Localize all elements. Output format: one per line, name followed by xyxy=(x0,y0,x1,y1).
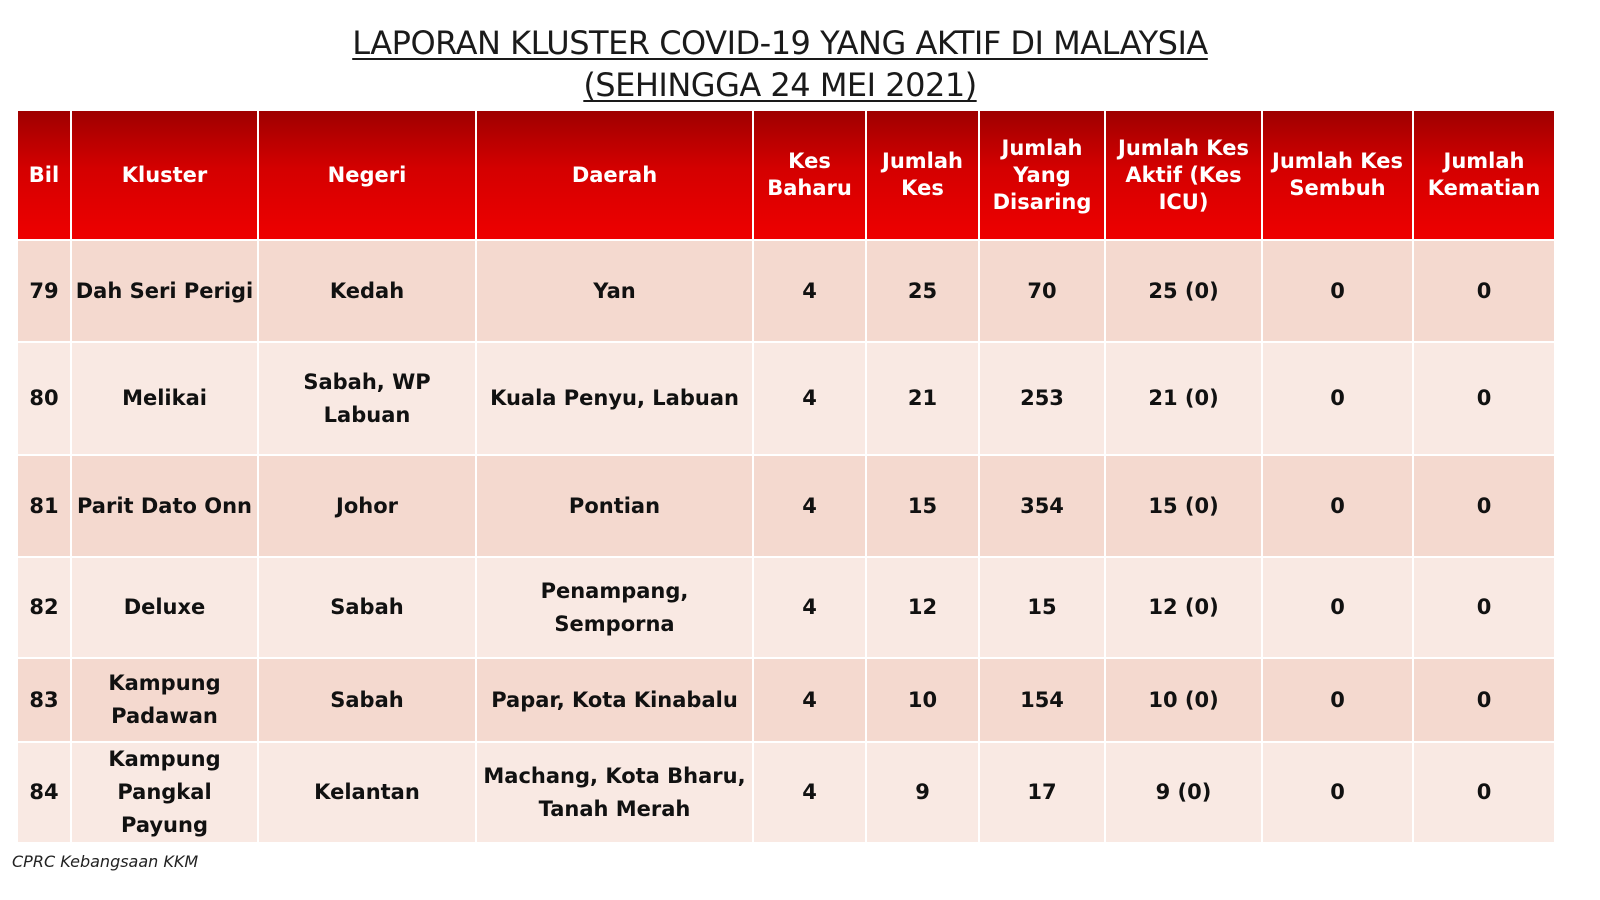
cell-kes-sembuh: 0 xyxy=(1263,558,1412,657)
header-row xyxy=(18,111,1554,239)
cell-kes-baharu: 4 xyxy=(754,558,865,657)
table-row xyxy=(18,659,1554,741)
cell-kes-sembuh: 0 xyxy=(1263,743,1412,842)
cell-kematian: 0 xyxy=(1414,743,1554,842)
cell-kematian: 0 xyxy=(1414,456,1554,556)
cell-kluster: Melikai xyxy=(72,343,257,454)
cell-jumlah-disaring: 17 xyxy=(980,743,1104,842)
cell-negeri: Sabah, WP Labuan xyxy=(259,343,475,454)
header-kes-baharu: Kes Baharu xyxy=(754,111,865,239)
cell-negeri: Kedah xyxy=(259,241,475,341)
cell-jumlah-kes: 15 xyxy=(867,456,978,556)
header-kematian: Jumlah Kematian xyxy=(1414,111,1554,239)
header-bil: Bil xyxy=(18,111,70,239)
cell-jumlah-disaring: 15 xyxy=(980,558,1104,657)
cell-kes-sembuh: 0 xyxy=(1263,456,1412,556)
cell-kluster: Kampung Padawan xyxy=(72,659,257,741)
cell-negeri: Sabah xyxy=(259,558,475,657)
header-kluster: Kluster xyxy=(72,111,257,239)
cell-kluster: Deluxe xyxy=(72,558,257,657)
cell-bil: 79 xyxy=(18,241,70,341)
cell-kluster: Parit Dato Onn xyxy=(72,456,257,556)
table-row xyxy=(18,343,1554,454)
cell-kes-sembuh: 0 xyxy=(1263,241,1412,341)
source-footer: CPRC Kebangsaan KKM xyxy=(12,852,199,871)
cell-kes-aktif: 21 (0) xyxy=(1106,343,1261,454)
cell-kematian: 0 xyxy=(1414,343,1554,454)
cell-negeri: Sabah xyxy=(259,659,475,741)
cell-daerah: Pontian xyxy=(477,456,752,556)
cell-kematian: 0 xyxy=(1414,558,1554,657)
cell-kes-baharu: 4 xyxy=(754,456,865,556)
table-row xyxy=(18,558,1554,657)
cell-kluster: Dah Seri Perigi xyxy=(72,241,257,341)
cell-jumlah-disaring: 154 xyxy=(980,659,1104,741)
cell-jumlah-disaring: 253 xyxy=(980,343,1104,454)
report-title xyxy=(0,22,1560,106)
cell-jumlah-kes: 12 xyxy=(867,558,978,657)
cell-bil: 80 xyxy=(18,343,70,454)
header-daerah: Daerah xyxy=(477,111,752,239)
cell-jumlah-kes: 9 xyxy=(867,743,978,842)
cell-kes-baharu: 4 xyxy=(754,241,865,341)
cell-negeri: Johor xyxy=(259,456,475,556)
header-jumlah-disaring: Jumlah Yang Disaring xyxy=(980,111,1104,239)
cell-kes-baharu: 4 xyxy=(754,743,865,842)
cell-jumlah-kes: 21 xyxy=(867,343,978,454)
header-jumlah-kes: Jumlah Kes xyxy=(867,111,978,239)
cell-daerah: Yan xyxy=(477,241,752,341)
table-row xyxy=(18,241,1554,341)
cell-daerah: Penampang, Semporna xyxy=(477,558,752,657)
cell-jumlah-disaring: 354 xyxy=(980,456,1104,556)
cell-bil: 84 xyxy=(18,743,70,842)
cell-jumlah-disaring: 70 xyxy=(980,241,1104,341)
cell-jumlah-kes: 10 xyxy=(867,659,978,741)
cell-kes-aktif: 10 (0) xyxy=(1106,659,1261,741)
table-row xyxy=(18,743,1554,842)
header-kes-sembuh: Jumlah Kes Sembuh xyxy=(1263,111,1412,239)
cell-bil: 83 xyxy=(18,659,70,741)
cell-jumlah-kes: 25 xyxy=(867,241,978,341)
cell-kes-sembuh: 0 xyxy=(1263,659,1412,741)
cell-daerah: Machang, Kota Bharu, Tanah Merah xyxy=(477,743,752,842)
cell-kes-aktif: 9 (0) xyxy=(1106,743,1261,842)
report-title-line2: (SEHINGGA 24 MEI 2021) xyxy=(583,66,977,104)
table-row xyxy=(18,456,1554,556)
cluster-table xyxy=(16,109,1556,844)
cell-kluster: Kampung Pangkal Payung xyxy=(72,743,257,842)
cell-kes-baharu: 4 xyxy=(754,659,865,741)
cell-kes-baharu: 4 xyxy=(754,343,865,454)
cell-kes-aktif: 15 (0) xyxy=(1106,456,1261,556)
report-title-line1: LAPORAN KLUSTER COVID-19 YANG AKTIF DI MALAYSIA xyxy=(352,24,1208,62)
cell-bil: 82 xyxy=(18,558,70,657)
header-negeri: Negeri xyxy=(259,111,475,239)
cell-daerah: Kuala Penyu, Labuan xyxy=(477,343,752,454)
cell-kematian: 0 xyxy=(1414,241,1554,341)
header-kes-aktif: Jumlah Kes Aktif (Kes ICU) xyxy=(1106,111,1261,239)
cell-kematian: 0 xyxy=(1414,659,1554,741)
cell-kes-sembuh: 0 xyxy=(1263,343,1412,454)
cell-kes-aktif: 12 (0) xyxy=(1106,558,1261,657)
cell-negeri: Kelantan xyxy=(259,743,475,842)
cell-daerah: Papar, Kota Kinabalu xyxy=(477,659,752,741)
cell-bil: 81 xyxy=(18,456,70,556)
cell-kes-aktif: 25 (0) xyxy=(1106,241,1261,341)
